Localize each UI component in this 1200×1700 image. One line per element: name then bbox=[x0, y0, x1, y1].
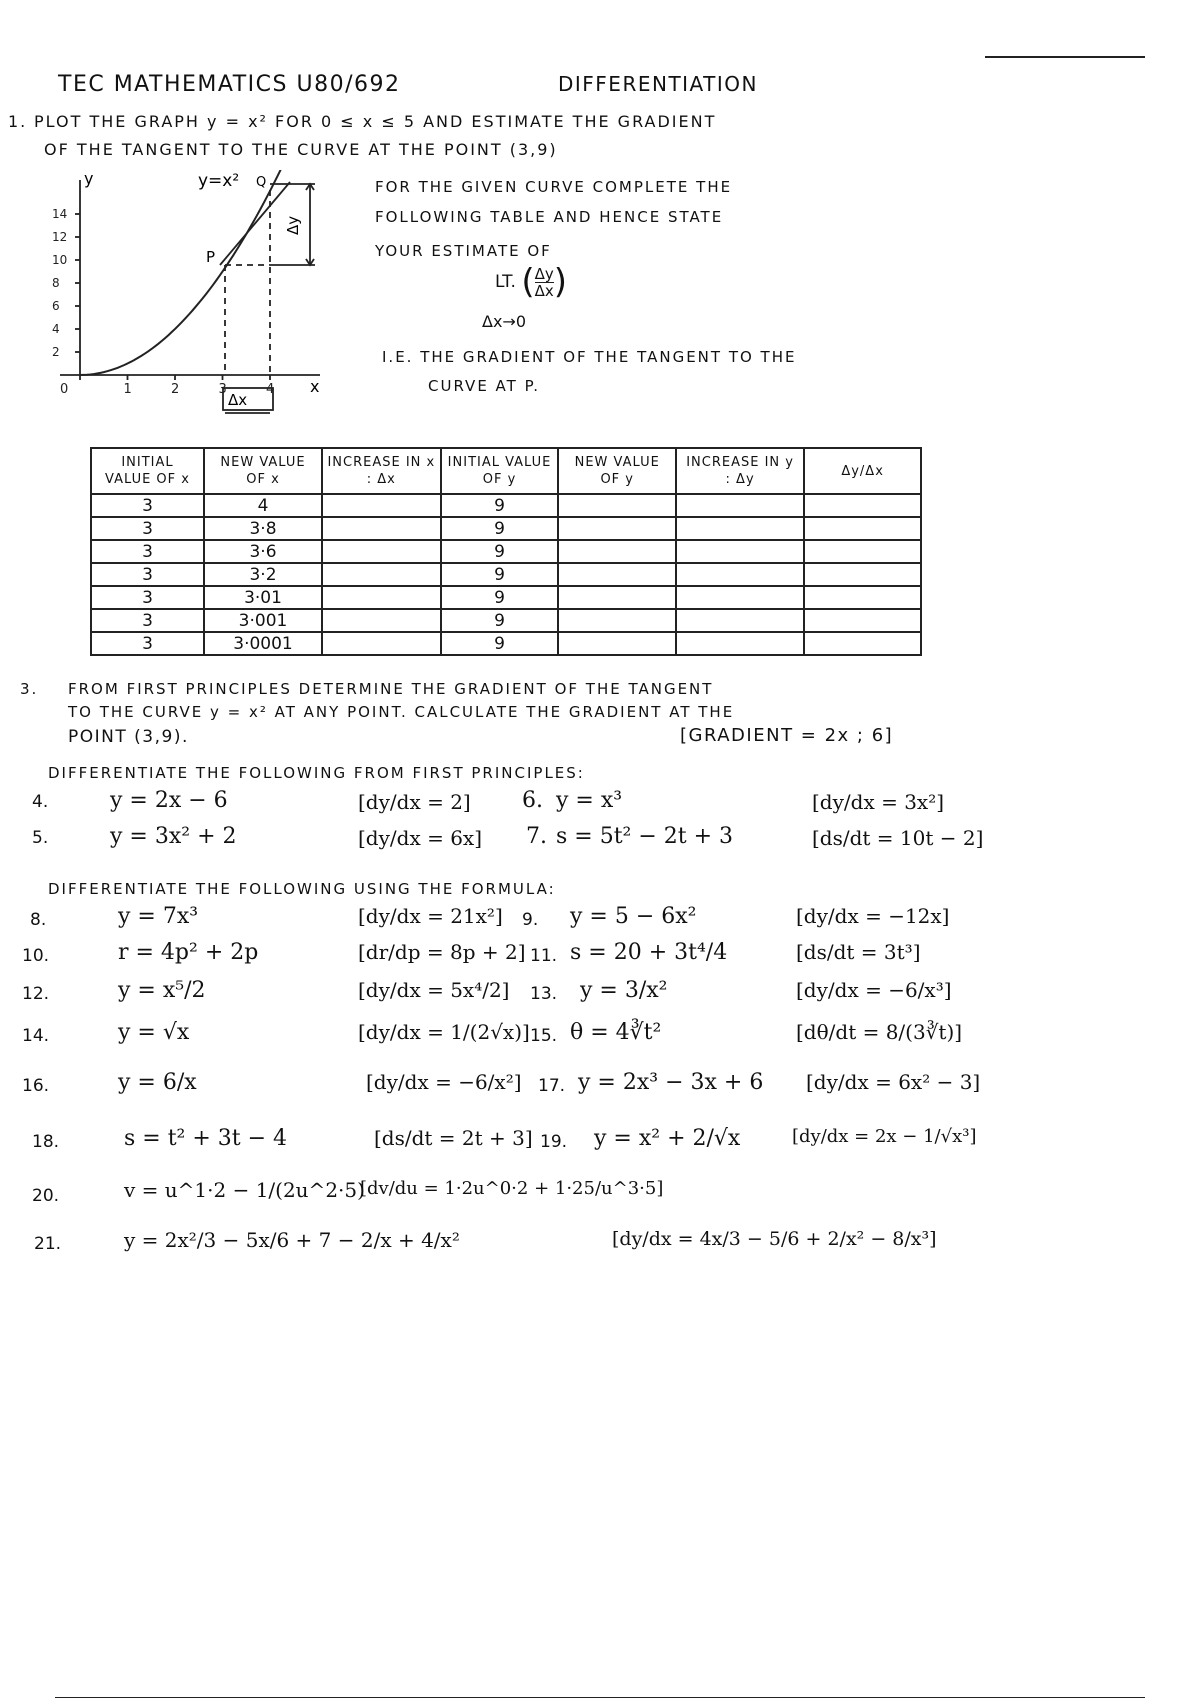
y-tick-label: 12 bbox=[52, 230, 68, 244]
table-cell[interactable] bbox=[558, 540, 676, 563]
table-cell[interactable] bbox=[804, 494, 921, 517]
x-tick-label: 2 bbox=[171, 382, 180, 397]
instr-line3: YOUR ESTIMATE OF bbox=[375, 242, 552, 260]
limit-expression: LT. $(\frac{\Delta y}{\Delta x})$ bbox=[495, 262, 567, 302]
x-tick-label: 3 bbox=[218, 382, 227, 397]
formula-item-number: 16. bbox=[22, 1076, 50, 1096]
table-cell[interactable] bbox=[322, 517, 441, 540]
point-p-label: P bbox=[206, 248, 216, 266]
y-tick-label: 14 bbox=[52, 207, 68, 221]
table-cell: 9 bbox=[441, 609, 559, 632]
limit-num: Δy bbox=[534, 264, 554, 283]
topic-title: DIFFERENTIATION bbox=[558, 72, 758, 96]
table-header: NEW VALUE OF x bbox=[204, 448, 322, 494]
table-cell[interactable] bbox=[676, 586, 804, 609]
formula-item-expression: y = 2x³ − 3x + 6 bbox=[578, 1070, 764, 1095]
table-cell: 9 bbox=[441, 540, 559, 563]
table-cell[interactable] bbox=[676, 517, 804, 540]
table-cell: 9 bbox=[441, 586, 559, 609]
table-cell: 3 bbox=[91, 540, 204, 563]
y-tick-label: 10 bbox=[52, 253, 68, 267]
q3-line3: POINT (3,9). bbox=[68, 727, 189, 747]
table-cell[interactable] bbox=[558, 494, 676, 517]
instr-line2: FOLLOWING TABLE AND HENCE STATE bbox=[375, 208, 724, 226]
fp-item-answer: [dy/dx = 2] bbox=[358, 790, 471, 814]
fp-item-expression: y = 3x² + 2 bbox=[110, 824, 237, 849]
table-cell[interactable] bbox=[804, 609, 921, 632]
table-cell[interactable] bbox=[558, 517, 676, 540]
formula-item-expression: θ = 4∛t² bbox=[570, 1020, 662, 1045]
table-cell[interactable] bbox=[804, 632, 921, 655]
formula-item-answer: [dr/dp = 8p + 2] bbox=[358, 940, 526, 964]
formula-item-expression: y = 7x³ bbox=[118, 904, 199, 929]
table-cell[interactable] bbox=[322, 563, 441, 586]
fp-item-number: 6. bbox=[522, 788, 543, 813]
formula-item-answer: [dy/dx = 6x² − 3] bbox=[806, 1070, 981, 1094]
q1-number: 1. bbox=[8, 112, 28, 131]
fp-item-expression: y = 2x − 6 bbox=[110, 788, 228, 813]
first-principles-heading: DIFFERENTIATE THE FOLLOWING FROM FIRST PRINCIPLES: bbox=[48, 764, 585, 782]
formula-item-number: 15. bbox=[530, 1026, 558, 1046]
table-cell: 3·01 bbox=[204, 586, 322, 609]
table-row bbox=[91, 540, 921, 563]
q3-line2: TO THE CURVE y = x² AT ANY POINT. CALCULATE THE GRADIENT AT THE bbox=[68, 703, 735, 721]
limit-subscript: Δx→0 bbox=[482, 312, 526, 331]
table-cell[interactable] bbox=[676, 609, 804, 632]
fp-item-answer: [dy/dx = 3x²] bbox=[812, 790, 945, 814]
table-cell: 9 bbox=[441, 632, 559, 655]
table-cell: 9 bbox=[441, 517, 559, 540]
table-cell[interactable] bbox=[676, 632, 804, 655]
fp-item-answer: [ds/dt = 10t − 2] bbox=[812, 826, 984, 850]
fp-item-number: 5. bbox=[32, 828, 49, 848]
instr-line4: I.E. THE GRADIENT OF THE TANGENT TO THE bbox=[382, 348, 797, 366]
formula-item-answer: [dy/dx = −12x] bbox=[796, 904, 950, 928]
formula-item-number: 9. bbox=[522, 910, 539, 930]
top-right-rule bbox=[985, 56, 1145, 58]
table-row bbox=[91, 494, 921, 517]
table-cell: 3·001 bbox=[204, 609, 322, 632]
table-cell: 3·8 bbox=[204, 517, 322, 540]
gradient-table bbox=[90, 447, 922, 656]
formula-item-expression: r = 4p² + 2p bbox=[118, 940, 259, 965]
table-header: INITIAL VALUE OF y bbox=[441, 448, 559, 494]
limit-prefix: LT. bbox=[495, 272, 516, 292]
formula-item-expression: y = 2x²/3 − 5x/6 + 7 − 2/x + 4/x² bbox=[124, 1228, 460, 1252]
table-cell[interactable] bbox=[804, 540, 921, 563]
table-cell: 3 bbox=[91, 494, 204, 517]
formula-item-number: 18. bbox=[32, 1132, 60, 1152]
formula-item-expression: y = x⁵/2 bbox=[118, 978, 206, 1003]
formula-item-answer: [dy/dx = 2x − 1/√x³] bbox=[792, 1126, 977, 1147]
table-cell[interactable] bbox=[804, 563, 921, 586]
y-axis-label: y bbox=[84, 170, 94, 188]
table-row bbox=[91, 586, 921, 609]
formula-item-answer: [ds/dt = 2t + 3] bbox=[374, 1126, 533, 1150]
q1-line1: PLOT THE GRAPH y = x² FOR 0 ≤ x ≤ 5 AND ESTIMATE THE GRADIENT bbox=[34, 112, 717, 131]
formula-heading: DIFFERENTIATE THE FOLLOWING USING THE FORMULA: bbox=[48, 880, 556, 898]
formula-item-expression: y = 5 − 6x² bbox=[570, 904, 697, 929]
formula-item-answer: [dy/dx = 1/(2√x)] bbox=[358, 1020, 530, 1044]
table-cell[interactable] bbox=[558, 563, 676, 586]
table-cell[interactable] bbox=[804, 586, 921, 609]
table-cell[interactable] bbox=[322, 586, 441, 609]
curve-label: y=x² bbox=[198, 171, 240, 191]
table-cell: 3 bbox=[91, 563, 204, 586]
fp-item-expression: y = x³ bbox=[556, 788, 623, 813]
q3-answer: [GRADIENT = 2x ; 6] bbox=[680, 725, 894, 746]
table-row bbox=[91, 609, 921, 632]
formula-item-answer: [dy/dx = 5x⁴/2] bbox=[358, 978, 510, 1002]
formula-item-number: 20. bbox=[32, 1186, 60, 1206]
bottom-rule bbox=[55, 1697, 1145, 1698]
formula-item-expression: s = 20 + 3t⁴/4 bbox=[570, 940, 728, 965]
table-cell[interactable] bbox=[322, 494, 441, 517]
formula-item-expression: s = t² + 3t − 4 bbox=[124, 1126, 288, 1151]
table-cell[interactable] bbox=[558, 586, 676, 609]
table-cell[interactable] bbox=[322, 632, 441, 655]
x-tick-label: 4 bbox=[266, 382, 275, 397]
x-axis-label: x bbox=[310, 377, 320, 396]
table-cell: 3·6 bbox=[204, 540, 322, 563]
table-cell[interactable] bbox=[676, 540, 804, 563]
table-cell: 9 bbox=[441, 563, 559, 586]
table-cell: 3 bbox=[91, 609, 204, 632]
fp-item-number: 4. bbox=[32, 792, 49, 812]
instr-line1: FOR THE GIVEN CURVE COMPLETE THE bbox=[375, 178, 733, 196]
q3-number: 3. bbox=[20, 680, 39, 698]
formula-item-number: 11. bbox=[530, 946, 558, 966]
table-cell[interactable] bbox=[322, 540, 441, 563]
x-tick-label: 1 bbox=[123, 382, 132, 397]
table-row bbox=[91, 632, 921, 655]
table-row bbox=[91, 517, 921, 540]
formula-item-expression: y = x² + 2/√x bbox=[594, 1126, 741, 1151]
table-cell: 3·2 bbox=[204, 563, 322, 586]
table-cell[interactable] bbox=[676, 494, 804, 517]
formula-item-number: 12. bbox=[22, 984, 50, 1004]
table-cell[interactable] bbox=[676, 563, 804, 586]
formula-item-expression: y = 3/x² bbox=[580, 978, 668, 1003]
formula-item-number: 19. bbox=[540, 1132, 568, 1152]
formula-item-number: 10. bbox=[22, 946, 50, 966]
formula-item-answer: [dv/du = 1·2u^0·2 + 1·25/u^3·5] bbox=[360, 1178, 664, 1199]
table-cell: 4 bbox=[204, 494, 322, 517]
formula-item-answer: [dy/dx = −6/x³] bbox=[796, 978, 952, 1002]
table-cell: 9 bbox=[441, 494, 559, 517]
table-cell[interactable] bbox=[558, 632, 676, 655]
parabola-graph bbox=[20, 170, 340, 430]
table-cell: 3·0001 bbox=[204, 632, 322, 655]
formula-item-number: 17. bbox=[538, 1076, 566, 1096]
table-header: INITIAL VALUE OF x bbox=[91, 448, 204, 494]
q1-line2: OF THE TANGENT TO THE CURVE AT THE POINT (3,9) bbox=[44, 140, 558, 159]
table-header-row bbox=[91, 448, 921, 494]
delta-x-label: Δx bbox=[228, 391, 248, 409]
x-tick-label: 0 bbox=[60, 382, 69, 397]
y-tick-label: 8 bbox=[52, 276, 60, 290]
instr-line5: CURVE AT P. bbox=[428, 377, 541, 395]
y-tick-label: 2 bbox=[52, 345, 60, 359]
table-cell: 3 bbox=[91, 586, 204, 609]
table-header: INCREASE IN x : Δx bbox=[322, 448, 441, 494]
table-header: NEW VALUE OF y bbox=[558, 448, 676, 494]
formula-item-answer: [dθ/dt = 8/(3∛t)] bbox=[796, 1020, 963, 1044]
y-tick-label: 6 bbox=[52, 299, 60, 313]
formula-item-answer: [dy/dx = 21x²] bbox=[358, 904, 503, 928]
formula-item-number: 14. bbox=[22, 1026, 50, 1046]
table-cell: 3 bbox=[91, 517, 204, 540]
formula-item-number: 13. bbox=[530, 984, 558, 1004]
table-header: INCREASE IN y : Δy bbox=[676, 448, 804, 494]
fp-item-expression: s = 5t² − 2t + 3 bbox=[556, 824, 734, 849]
formula-item-answer: [dy/dx = −6/x²] bbox=[366, 1070, 522, 1094]
formula-item-expression: v = u^1·2 − 1/(2u^2·5) bbox=[124, 1178, 365, 1202]
formula-item-expression: y = √x bbox=[118, 1020, 190, 1045]
table-row bbox=[91, 563, 921, 586]
formula-item-expression: y = 6/x bbox=[118, 1070, 197, 1095]
fp-item-number: 7. bbox=[526, 824, 547, 849]
limit-den: Δx bbox=[534, 281, 554, 300]
q3-line1: FROM FIRST PRINCIPLES DETERMINE THE GRADIENT OF THE TANGENT bbox=[68, 680, 714, 698]
fp-item-answer: [dy/dx = 6x] bbox=[358, 826, 483, 850]
formula-item-answer: [dy/dx = 4x/3 − 5/6 + 2/x² − 8/x³] bbox=[612, 1228, 937, 1250]
table-cell[interactable] bbox=[804, 517, 921, 540]
table-cell: 3 bbox=[91, 632, 204, 655]
table-cell[interactable] bbox=[322, 609, 441, 632]
course-title: TEC MATHEMATICS U80/692 bbox=[58, 72, 401, 97]
table-header: Δy/Δx bbox=[804, 448, 921, 494]
table-cell[interactable] bbox=[558, 609, 676, 632]
delta-y-label: Δy bbox=[284, 215, 302, 235]
formula-item-number: 21. bbox=[34, 1234, 62, 1254]
y-tick-label: 4 bbox=[52, 322, 60, 336]
point-q-label: Q bbox=[256, 175, 267, 190]
formula-item-number: 8. bbox=[30, 910, 47, 930]
formula-item-answer: [ds/dt = 3t³] bbox=[796, 940, 921, 964]
